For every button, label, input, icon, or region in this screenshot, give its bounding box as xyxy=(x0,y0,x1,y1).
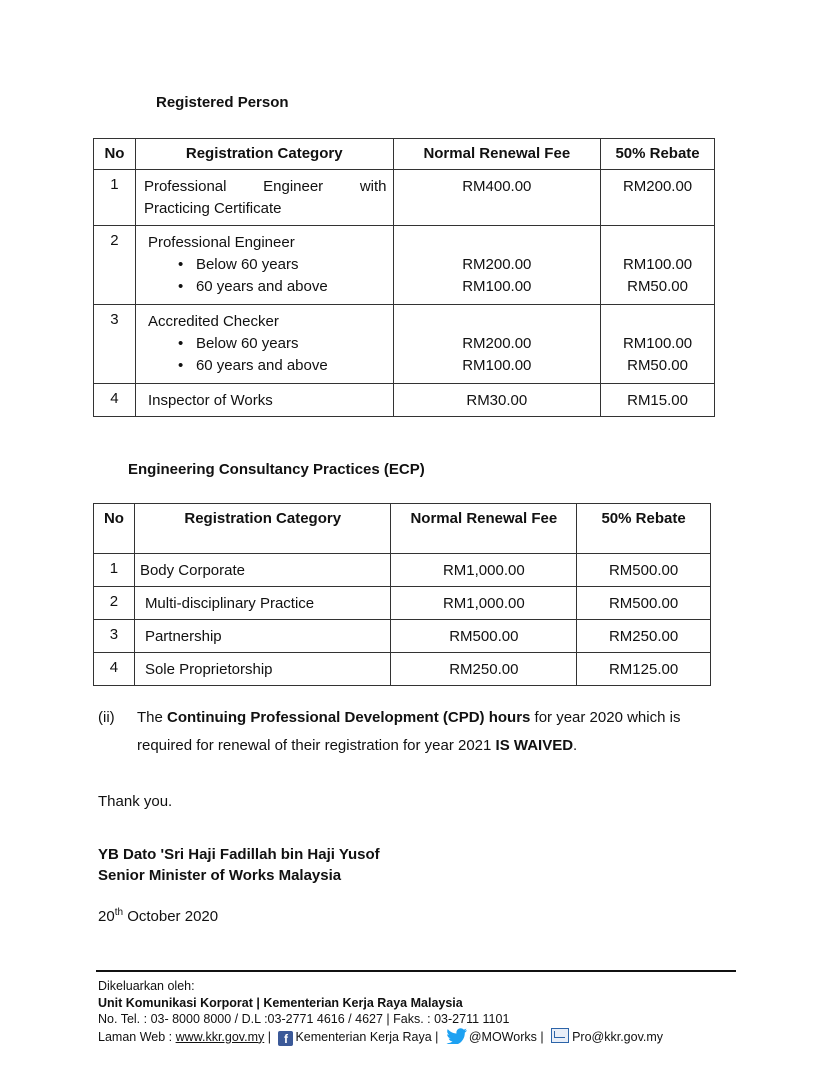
separator: | xyxy=(431,1029,442,1044)
table-row xyxy=(94,305,715,384)
cpd-waiver-paragraph xyxy=(137,704,777,760)
row-fee: RM500.00 xyxy=(391,620,577,653)
email-address[interactable]: Pro@kkr.gov.my xyxy=(572,1029,664,1044)
date-suffix: th xyxy=(114,907,124,918)
row-category: Body Corporate xyxy=(134,554,391,587)
header-category: Registration Category xyxy=(135,139,393,170)
row-fee: RM30.00 xyxy=(393,384,601,417)
table-row xyxy=(94,587,711,620)
separator: | xyxy=(536,1029,548,1044)
footer-contacts: No. Tel. : 03- 8000 8000 / D.L :03-2771 4616 / 4627 | Faks. : 03-2711 1101 xyxy=(98,1012,510,1026)
row-rebate: RM100.00 xyxy=(622,256,693,273)
signatory-title: Senior Minister of Works Malaysia xyxy=(98,867,342,884)
row-category: Inspector of Works xyxy=(135,384,393,417)
row-no: 1 xyxy=(94,170,136,226)
footer-issued-by: Dikeluarkan oleh: xyxy=(98,979,195,993)
paragraph-text: The xyxy=(137,709,168,726)
paragraph-marker: (ii) xyxy=(98,709,115,726)
section-heading-registered-person: Registered Person xyxy=(156,94,289,111)
table-row xyxy=(94,653,711,686)
age-band-list xyxy=(148,333,387,377)
separator: | xyxy=(264,1029,275,1044)
mail-icon[interactable] xyxy=(551,1028,569,1043)
row-fee: RM1,000.00 xyxy=(391,587,577,620)
paragraph-text: for year 2020 which is xyxy=(530,709,681,726)
list-item: • Below 60 years xyxy=(178,254,387,276)
header-rebate: 50% Rebate xyxy=(577,504,711,554)
date-rest: October 2020 xyxy=(123,908,219,925)
row-rebate: RM500.00 xyxy=(577,587,711,620)
row-fee-cell xyxy=(393,226,601,305)
row-no: 2 xyxy=(94,587,135,620)
row-fee: RM1,000.00 xyxy=(391,554,577,587)
date-day: 20 xyxy=(98,908,115,925)
header-fee: Normal Renewal Fee xyxy=(393,139,601,170)
table-row xyxy=(94,554,711,587)
row-category: Professional Engineer with Practicing Certificate xyxy=(135,170,393,226)
age-band-list xyxy=(148,254,387,298)
twitter-handle[interactable]: @MOWorks xyxy=(468,1029,537,1044)
row-no: 4 xyxy=(94,384,136,417)
list-item: • 60 years and above xyxy=(178,276,387,298)
row-no: 3 xyxy=(94,620,135,653)
registered-person-table xyxy=(93,138,715,417)
cpd-hours-emphasis: Continuing Professional Development (CPD) hours xyxy=(167,709,531,726)
row-category-cell xyxy=(135,305,393,384)
footer-divider xyxy=(96,970,736,972)
table-row xyxy=(94,170,715,226)
row-fee: RM200.00 xyxy=(462,256,532,273)
row-fee: RM250.00 xyxy=(391,653,577,686)
row-category-cell xyxy=(135,226,393,305)
table-header-row xyxy=(94,504,711,554)
header-no: No xyxy=(94,504,135,554)
facebook-page[interactable]: Kementerian Kerja Raya xyxy=(295,1029,432,1044)
row-fee: RM100.00 xyxy=(462,357,532,374)
website-link[interactable]: www.kkr.gov.my xyxy=(175,1029,265,1044)
paragraph-text: required for renewal of their registration for year 2021 xyxy=(137,737,496,754)
row-no: 3 xyxy=(94,305,136,384)
row-no: 1 xyxy=(94,554,135,587)
footer-unit: Unit Komunikasi Korporat | Kementerian Kerja Raya Malaysia xyxy=(98,995,463,1010)
facebook-icon[interactable]: f xyxy=(278,1031,293,1046)
list-item: • 60 years and above xyxy=(178,355,387,377)
waived-emphasis: IS WAIVED xyxy=(495,737,574,754)
row-no: 4 xyxy=(94,653,135,686)
paragraph-line-2 xyxy=(137,732,777,760)
row-rebate-cell xyxy=(601,226,715,305)
table-row xyxy=(94,620,711,653)
row-category: Multi-disciplinary Practice xyxy=(134,587,391,620)
row-fee: RM200.00 xyxy=(462,335,532,352)
row-category: Partnership xyxy=(134,620,391,653)
row-category: Sole Proprietorship xyxy=(134,653,391,686)
footer-links xyxy=(98,1028,748,1046)
row-category: Professional Engineer xyxy=(147,234,295,251)
row-category: Accredited Checker xyxy=(147,313,279,330)
row-rebate: RM50.00 xyxy=(627,357,688,374)
table-header-row xyxy=(94,139,715,170)
row-rebate: RM15.00 xyxy=(601,384,715,417)
ecp-table xyxy=(93,503,711,686)
row-rebate: RM500.00 xyxy=(577,554,711,587)
row-rebate: RM125.00 xyxy=(577,653,711,686)
paragraph-line-1 xyxy=(137,704,777,732)
header-fee: Normal Renewal Fee xyxy=(391,504,577,554)
row-no: 2 xyxy=(94,226,136,305)
footer xyxy=(98,978,748,1046)
table-row xyxy=(94,384,715,417)
letter-date xyxy=(98,907,218,925)
row-fee: RM400.00 xyxy=(393,170,601,226)
row-rebate: RM100.00 xyxy=(622,335,693,352)
closing-thanks: Thank you. xyxy=(98,793,173,810)
row-fee: RM100.00 xyxy=(462,278,532,295)
row-rebate: RM200.00 xyxy=(601,170,715,226)
row-rebate: RM250.00 xyxy=(577,620,711,653)
signatory-name: YB Dato 'Sri Haji Fadillah bin Haji Yusof xyxy=(98,846,380,863)
list-item: • Below 60 years xyxy=(178,333,387,355)
paragraph-text: . xyxy=(573,737,578,754)
header-rebate: 50% Rebate xyxy=(601,139,715,170)
row-rebate-cell xyxy=(601,305,715,384)
row-rebate: RM50.00 xyxy=(627,278,688,295)
header-no: No xyxy=(94,139,136,170)
twitter-icon[interactable] xyxy=(446,1028,468,1044)
signature-block xyxy=(98,844,380,886)
table-row xyxy=(94,226,715,305)
row-fee-cell xyxy=(393,305,601,384)
section-heading-ecp: Engineering Consultancy Practices (ECP) xyxy=(128,461,425,478)
web-label: Laman Web : xyxy=(98,1029,176,1044)
header-category: Registration Category xyxy=(134,504,391,554)
